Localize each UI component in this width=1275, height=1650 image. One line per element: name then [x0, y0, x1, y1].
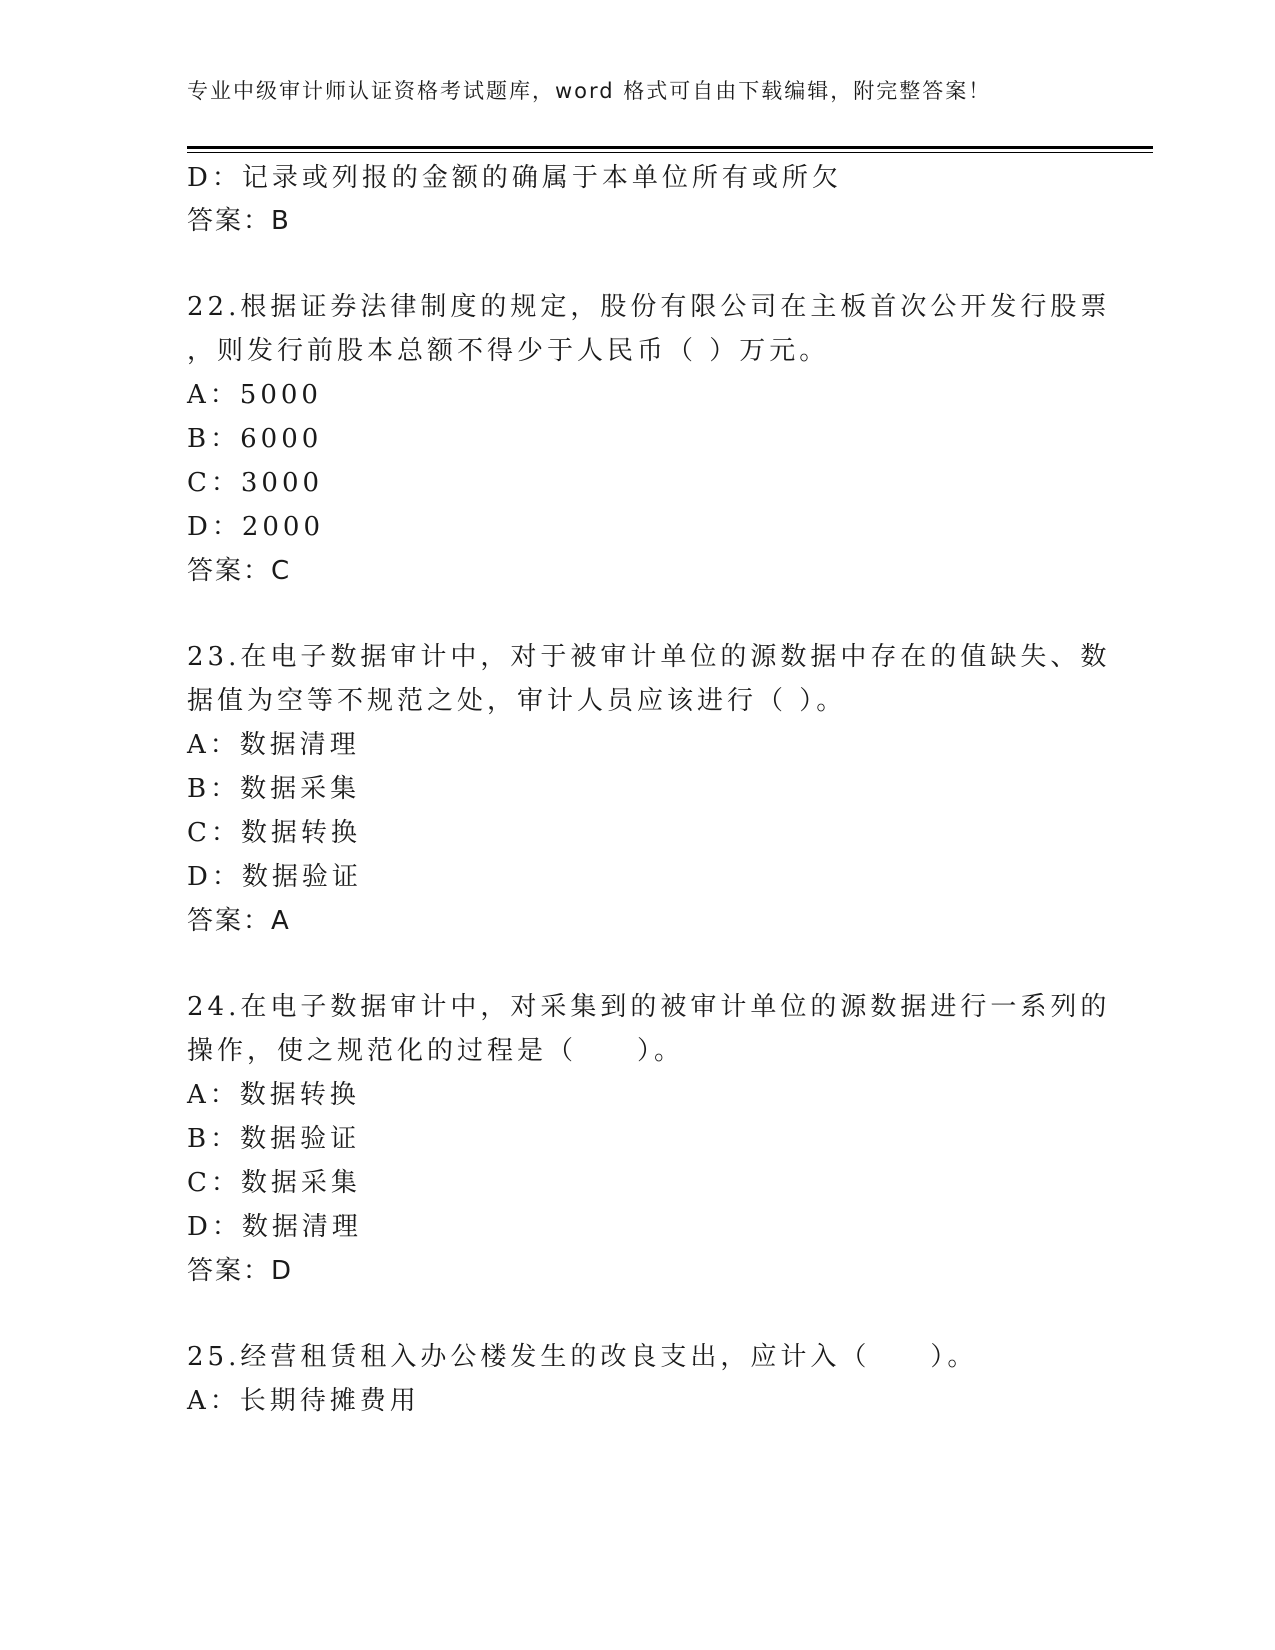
question-24-option-c: C：数据采集 [187, 1168, 361, 1198]
question-22-option-c: C：3000 [187, 468, 324, 498]
header-rule-thick [187, 146, 1153, 149]
question-23-option-c: C：数据转换 [187, 818, 361, 848]
question-24-answer: 答案：D [187, 1256, 294, 1286]
question-23-stem-line-2: 据值为空等不规范之处，审计人员应该进行（ ）。 [187, 686, 847, 716]
question-24-stem-line-2: 操作，使之规范化的过程是（ ）。 [187, 1036, 685, 1066]
question-23-option-a: A：数据清理 [187, 730, 360, 760]
question-23-answer: 答案：A [187, 906, 291, 936]
question-25-stem-line-1: 25.经营租赁租入办公楼发生的改良支出，应计入（ ）。 [187, 1342, 978, 1372]
question-22-stem-line-2: ，则发行前股本总额不得少于人民币（ ）万元。 [187, 336, 830, 366]
question-23-option-d: D：数据验证 [187, 862, 362, 892]
question-22-option-b: B：6000 [187, 424, 323, 454]
question-21-option-d: D：记录或列报的金额的确属于本单位所有或所欠 [187, 163, 842, 193]
question-21-answer: 答案：B [187, 206, 291, 236]
question-24-option-d: D：数据清理 [187, 1212, 362, 1242]
question-24-stem-line-1: 24.在电子数据审计中，对采集到的被审计单位的源数据进行一系列的 [187, 992, 1111, 1022]
question-24-option-a: A：数据转换 [187, 1080, 360, 1110]
question-22-option-a: A：5000 [187, 380, 322, 410]
page-header: 专业中级审计师认证资格考试题库，word 格式可自由下载编辑，附完整答案！ [187, 79, 992, 103]
question-25-option-a: A：长期待摊费用 [187, 1386, 420, 1416]
question-22-stem-line-1: 22.根据证券法律制度的规定，股份有限公司在主板首次公开发行股票 [187, 292, 1111, 322]
question-23-option-b: B：数据采集 [187, 774, 361, 804]
question-22-answer: 答案：C [187, 556, 292, 586]
header-rule-thin [187, 152, 1153, 153]
question-23-stem-line-1: 23.在电子数据审计中，对于被审计单位的源数据中存在的值缺失、数 [187, 642, 1111, 672]
question-22-option-d: D：2000 [187, 512, 325, 542]
question-24-option-b: B：数据验证 [187, 1124, 361, 1154]
